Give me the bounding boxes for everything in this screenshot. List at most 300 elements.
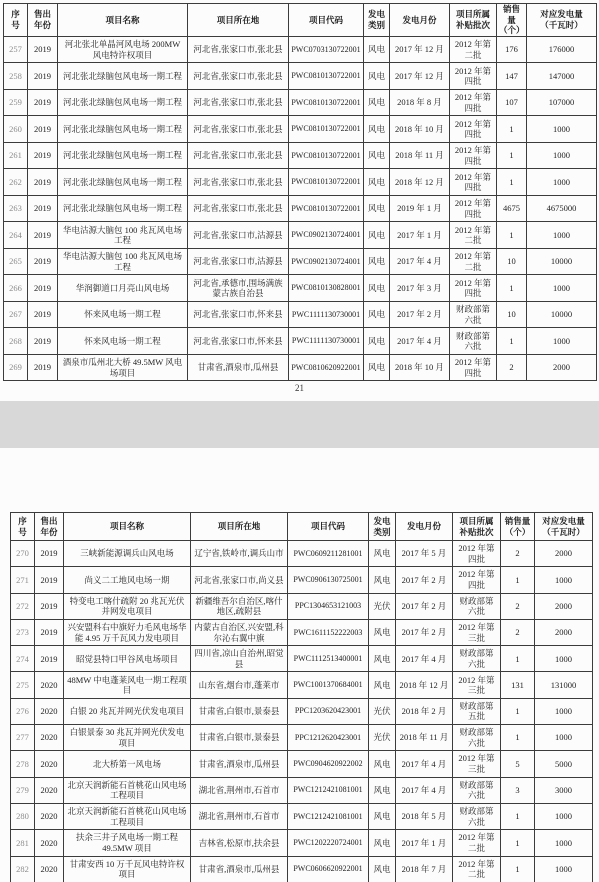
cell-project-location: 河北省,张家口市,张北县 [188, 63, 289, 90]
table-row [11, 751, 593, 777]
cell-project-name: 华电沽源大脑包 100 兆瓦风电场工程 [58, 248, 188, 275]
cell-generation-month: 2018 年 10 月 [390, 354, 450, 381]
cell-sales-volume: 1 [497, 328, 527, 355]
cell-generation-month: 2018 年 2 月 [396, 698, 453, 724]
cell-sales-volume: 2 [501, 593, 535, 619]
cell-project-code: PWC0902130724001 [289, 248, 364, 275]
cell-project-code: PWC0703130722001 [289, 36, 364, 63]
cell-project-code: PWC0810130722001 [289, 63, 364, 90]
cell-project-code: PWC1212421081001 [288, 777, 369, 803]
cell-sale-year: 2019 [35, 593, 64, 619]
cell-sales-volume: 4675 [497, 195, 527, 222]
cell-generation-type: 风电 [369, 777, 396, 803]
table-row [11, 856, 593, 882]
cell-project-name: 河北张北绿脑包风电场一期工程 [58, 63, 188, 90]
table-row [4, 169, 597, 196]
column-header-energy-kwh: 对应发电量（千瓦时） [527, 4, 597, 37]
cell-project-name: 河北张北绿脑包风电场一期工程 [58, 195, 188, 222]
table-header-row [11, 513, 593, 541]
cell-generation-month: 2018 年 11 月 [396, 725, 453, 751]
cell-energy-kwh: 2000 [535, 593, 593, 619]
cell-generation-type: 风电 [364, 116, 390, 143]
cell-serial-number: 265 [4, 248, 28, 275]
cell-project-location: 辽宁省,铁岭市,调兵山市 [191, 541, 288, 567]
table-row [4, 116, 597, 143]
cell-generation-month: 2019 年 1 月 [390, 195, 450, 222]
cell-generation-type: 风电 [369, 672, 396, 698]
cell-subsidy-batch: 财政部第五批 [453, 698, 501, 724]
cell-project-location: 甘肃省,白银市,景泰县 [191, 698, 288, 724]
cell-serial-number: 268 [4, 328, 28, 355]
cell-generation-month: 2017 年 5 月 [396, 541, 453, 567]
cell-project-location: 新疆维吾尔自治区,喀什地区,疏附县 [191, 593, 288, 619]
cell-subsidy-batch: 2012 年第二批 [453, 830, 501, 856]
cell-project-code: PWC0810130828001 [289, 275, 364, 302]
cell-serial-number: 273 [11, 619, 35, 645]
cell-sales-volume: 1 [497, 222, 527, 249]
cell-project-name: 河北张北绿脑包风电场一期工程 [58, 116, 188, 143]
cell-project-location: 河北省,张家口市,张北县 [188, 36, 289, 63]
cell-energy-kwh: 1000 [535, 646, 593, 672]
cell-project-name: 河北张北绿脑包风电场一期工程 [58, 89, 188, 116]
cell-project-name: 怀来风电场一期工程 [58, 328, 188, 355]
cell-generation-month: 2017 年 1 月 [390, 222, 450, 249]
cell-project-code: PWC0810130722001 [289, 142, 364, 169]
cell-generation-type: 风电 [369, 803, 396, 829]
table-row [4, 222, 597, 249]
cell-energy-kwh: 2000 [535, 619, 593, 645]
cell-project-name: 特变电工喀什疏附 20 兆瓦光伏并网发电项目 [64, 593, 191, 619]
cell-project-location: 河北省,张家口市,张北县 [188, 195, 289, 222]
cell-serial-number: 274 [11, 646, 35, 672]
cell-energy-kwh: 10000 [527, 301, 597, 328]
cell-project-location: 甘肃省,酒泉市,瓜州县 [191, 751, 288, 777]
cell-sale-year: 2019 [28, 36, 58, 63]
cell-subsidy-batch: 财政部第六批 [453, 803, 501, 829]
cell-generation-month: 2017 年 4 月 [396, 777, 453, 803]
column-header-subsidy-batch: 项目所属补贴批次 [450, 4, 497, 37]
cell-sales-volume: 2 [501, 541, 535, 567]
cell-sale-year: 2019 [35, 541, 64, 567]
cell-sales-volume: 2 [501, 619, 535, 645]
cell-sales-volume: 1 [497, 275, 527, 302]
cell-generation-month: 2018 年 11 月 [390, 142, 450, 169]
cell-project-name: 48MW 中电蓬莱风电一期工程项目 [64, 672, 191, 698]
cell-generation-type: 风电 [364, 354, 390, 381]
cell-generation-type: 风电 [364, 63, 390, 90]
cell-project-name: 尚义二工地风电场一期 [64, 567, 191, 593]
cell-sales-volume: 1 [501, 725, 535, 751]
cell-energy-kwh: 131000 [535, 672, 593, 698]
cell-project-name: 白银 20 兆瓦并网光伏发电项目 [64, 698, 191, 724]
cell-project-location: 山东省,烟台市,蓬莱市 [191, 672, 288, 698]
cell-subsidy-batch: 财政部第六批 [453, 646, 501, 672]
table-row [4, 36, 597, 63]
cell-generation-month: 2017 年 2 月 [396, 593, 453, 619]
cell-energy-kwh: 1000 [527, 169, 597, 196]
cell-generation-month: 2018 年 8 月 [390, 89, 450, 116]
cell-subsidy-batch: 2012 年第三批 [453, 672, 501, 698]
cell-generation-type: 风电 [364, 301, 390, 328]
cell-generation-month: 2017 年 4 月 [390, 248, 450, 275]
table-row [11, 567, 593, 593]
column-header-energy-kwh: 对应发电量（千瓦时） [535, 513, 593, 541]
cell-project-location: 河北省,承德市,围场满族蒙古族自治县 [188, 275, 289, 302]
cell-subsidy-batch: 2012 年第二批 [450, 36, 497, 63]
column-header-project-location: 项目所在地 [191, 513, 288, 541]
table-row [11, 777, 593, 803]
cell-generation-type: 风电 [369, 646, 396, 672]
cell-subsidy-batch: 2012 年第四批 [450, 116, 497, 143]
sales-table [3, 3, 597, 381]
cell-serial-number: 264 [4, 222, 28, 249]
cell-sale-year: 2019 [28, 195, 58, 222]
cell-sale-year: 2019 [28, 142, 58, 169]
cell-project-location: 河北省,张家口市,怀来县 [188, 328, 289, 355]
column-header-project-code: 项目代码 [289, 4, 364, 37]
cell-subsidy-batch: 财政部第六批 [450, 328, 497, 355]
document-page [0, 448, 599, 882]
cell-energy-kwh: 1000 [527, 275, 597, 302]
cell-project-code: PWC0810130722001 [289, 89, 364, 116]
cell-energy-kwh: 2000 [527, 354, 597, 381]
cell-energy-kwh: 2000 [535, 541, 593, 567]
cell-sale-year: 2019 [28, 222, 58, 249]
table-row [4, 301, 597, 328]
cell-project-code: PWC0810130722001 [289, 169, 364, 196]
cell-sale-year: 2019 [28, 275, 58, 302]
table-row [11, 646, 593, 672]
cell-project-name: 河北张北绿脑包风电场一期工程 [58, 142, 188, 169]
table-row [11, 541, 593, 567]
cell-sales-volume: 1 [497, 116, 527, 143]
cell-sales-volume: 5 [501, 751, 535, 777]
cell-project-location: 河北省,张家口市,怀来县 [188, 301, 289, 328]
cell-generation-type: 风电 [369, 541, 396, 567]
cell-energy-kwh: 1000 [527, 328, 597, 355]
cell-project-location: 湖北省,荆州市,石首市 [191, 803, 288, 829]
cell-subsidy-batch: 2012 年第四批 [450, 169, 497, 196]
cell-subsidy-batch: 2012 年第四批 [450, 142, 497, 169]
cell-project-name: 北京天润新能石首桃花山风电场工程项目 [64, 803, 191, 829]
cell-subsidy-batch: 2012 年第四批 [450, 275, 497, 302]
cell-project-code: PPC1304653121003 [288, 593, 369, 619]
cell-serial-number: 277 [11, 725, 35, 751]
table-row [11, 619, 593, 645]
cell-project-name: 昭觉县特口甲谷风电场项目 [64, 646, 191, 672]
cell-generation-type: 风电 [369, 751, 396, 777]
column-header-serial-number: 序号 [4, 4, 28, 37]
cell-serial-number: 259 [4, 89, 28, 116]
column-header-generation-month: 发电月份 [396, 513, 453, 541]
cell-energy-kwh: 5000 [535, 751, 593, 777]
cell-generation-month: 2018 年 7 月 [396, 856, 453, 882]
cell-project-name: 白银景泰 30 兆瓦并网光伏发电项目 [64, 725, 191, 751]
cell-generation-type: 风电 [364, 169, 390, 196]
cell-generation-month: 2017 年 12 月 [390, 63, 450, 90]
cell-subsidy-batch: 财政部第六批 [453, 725, 501, 751]
table-row [11, 593, 593, 619]
column-header-project-name: 项目名称 [64, 513, 191, 541]
column-header-sale-year: 售出年份 [28, 4, 58, 37]
cell-serial-number: 276 [11, 698, 35, 724]
cell-serial-number: 279 [11, 777, 35, 803]
cell-generation-type: 光伏 [369, 698, 396, 724]
cell-project-name: 北大桥第一风电场 [64, 751, 191, 777]
cell-generation-type: 风电 [364, 89, 390, 116]
cell-generation-month: 2017 年 4 月 [390, 328, 450, 355]
cell-project-code: PWC0810130722001 [289, 195, 364, 222]
cell-project-location: 河北省,张家口市,张北县 [188, 116, 289, 143]
column-header-generation-type: 发电类别 [364, 4, 390, 37]
cell-energy-kwh: 1000 [535, 567, 593, 593]
cell-project-code: PWC1611152222003 [288, 619, 369, 645]
cell-sale-year: 2019 [28, 89, 58, 116]
table-row [11, 803, 593, 829]
cell-generation-type: 光伏 [369, 725, 396, 751]
cell-sale-year: 2020 [35, 830, 64, 856]
cell-project-name: 兴安盟科右中旗好力毛风电场华能 4.95 万千瓦风力发电项目 [64, 619, 191, 645]
cell-generation-type: 风电 [364, 328, 390, 355]
cell-sales-volume: 107 [497, 89, 527, 116]
cell-subsidy-batch: 2012 年第三批 [453, 751, 501, 777]
cell-subsidy-batch: 2012 年第三批 [453, 619, 501, 645]
cell-generation-month: 2017 年 4 月 [396, 751, 453, 777]
cell-project-code: PWC1111130730001 [289, 301, 364, 328]
cell-subsidy-batch: 2012 年第二批 [450, 248, 497, 275]
cell-sales-volume: 131 [501, 672, 535, 698]
cell-sales-volume: 1 [501, 803, 535, 829]
cell-subsidy-batch: 2012 年第四批 [450, 89, 497, 116]
table-row [4, 89, 597, 116]
cell-sale-year: 2019 [28, 328, 58, 355]
cell-sales-volume: 1 [501, 646, 535, 672]
column-header-subsidy-batch: 项目所属补贴批次 [453, 513, 501, 541]
cell-sale-year: 2019 [28, 354, 58, 381]
cell-generation-type: 风电 [364, 36, 390, 63]
table-row [4, 328, 597, 355]
cell-project-code: PWC1001370684001 [288, 672, 369, 698]
cell-sale-year: 2019 [28, 63, 58, 90]
cell-energy-kwh: 1000 [535, 725, 593, 751]
cell-project-location: 甘肃省,白银市,景泰县 [191, 725, 288, 751]
cell-sales-volume: 1 [501, 830, 535, 856]
cell-subsidy-batch: 2012 年第二批 [450, 222, 497, 249]
cell-project-code: PPC1212620423001 [288, 725, 369, 751]
cell-sales-volume: 10 [497, 301, 527, 328]
cell-generation-month: 2018 年 5 月 [396, 803, 453, 829]
cell-generation-month: 2017 年 1 月 [396, 830, 453, 856]
cell-project-code: PWC0906130725001 [288, 567, 369, 593]
cell-sale-year: 2019 [35, 619, 64, 645]
table-row [11, 698, 593, 724]
cell-project-code: PWC0810130722001 [289, 116, 364, 143]
cell-project-location: 内蒙古自治区,兴安盟,科尔沁右翼中旗 [191, 619, 288, 645]
cell-generation-month: 2018 年 12 月 [396, 672, 453, 698]
cell-subsidy-batch: 财政部第六批 [453, 777, 501, 803]
cell-subsidy-batch: 财政部第六批 [450, 301, 497, 328]
cell-generation-month: 2017 年 2 月 [390, 301, 450, 328]
column-header-project-code: 项目代码 [288, 513, 369, 541]
cell-sale-year: 2020 [35, 856, 64, 882]
cell-project-name: 华润御道口月亮山风电场 [58, 275, 188, 302]
cell-sale-year: 2020 [35, 751, 64, 777]
table-row [11, 672, 593, 698]
cell-sales-volume: 1 [497, 169, 527, 196]
cell-sale-year: 2020 [35, 725, 64, 751]
cell-generation-type: 风电 [369, 619, 396, 645]
cell-project-name: 华电沽源大脑包 100 兆瓦风电场工程 [58, 222, 188, 249]
cell-project-location: 河北省,张家口市,张北县 [188, 169, 289, 196]
cell-project-location: 河北省,张家口市,沽源县 [188, 222, 289, 249]
cell-project-location: 吉林省,松原市,扶余县 [191, 830, 288, 856]
cell-subsidy-batch: 2012 年第四批 [450, 63, 497, 90]
cell-subsidy-batch: 2012 年第四批 [453, 541, 501, 567]
cell-energy-kwh: 1000 [527, 222, 597, 249]
cell-project-name: 三峡新能源调兵山风电场 [64, 541, 191, 567]
cell-energy-kwh: 10000 [527, 248, 597, 275]
table-row [4, 354, 597, 381]
cell-generation-type: 风电 [369, 830, 396, 856]
cell-sale-year: 2020 [35, 803, 64, 829]
cell-sale-year: 2019 [28, 301, 58, 328]
cell-serial-number: 257 [4, 36, 28, 63]
cell-serial-number: 262 [4, 169, 28, 196]
table-row [4, 248, 597, 275]
cell-sales-volume: 147 [497, 63, 527, 90]
cell-sales-volume: 176 [497, 36, 527, 63]
cell-project-location: 甘肃省,酒泉市,瓜州县 [188, 354, 289, 381]
cell-energy-kwh: 1000 [527, 142, 597, 169]
document-page [0, 0, 599, 401]
cell-subsidy-batch: 2012 年第四批 [450, 354, 497, 381]
cell-sales-volume: 1 [497, 142, 527, 169]
table-row [4, 63, 597, 90]
cell-energy-kwh: 1000 [535, 830, 593, 856]
cell-sale-year: 2020 [35, 698, 64, 724]
cell-project-location: 河北省,张家口市,尚义县 [191, 567, 288, 593]
cell-project-name: 河北张北绿脑包风电场一期工程 [58, 169, 188, 196]
cell-serial-number: 282 [11, 856, 35, 882]
cell-project-name: 扶余三井子风电场一期工程 49.5MW 项目 [64, 830, 191, 856]
cell-serial-number: 281 [11, 830, 35, 856]
cell-subsidy-batch: 2012 年第二批 [453, 856, 501, 882]
cell-energy-kwh: 1000 [535, 698, 593, 724]
cell-sale-year: 2019 [28, 248, 58, 275]
cell-energy-kwh: 4675000 [527, 195, 597, 222]
cell-project-code: PWC0609211281001 [288, 541, 369, 567]
cell-serial-number: 269 [4, 354, 28, 381]
cell-subsidy-batch: 财政部第六批 [453, 593, 501, 619]
cell-serial-number: 271 [11, 567, 35, 593]
cell-generation-month: 2017 年 12 月 [390, 36, 450, 63]
page-number: 21 [295, 383, 304, 393]
cell-serial-number: 275 [11, 672, 35, 698]
cell-sale-year: 2019 [28, 116, 58, 143]
cell-generation-type: 风电 [364, 248, 390, 275]
column-header-sale-year: 售出年份 [35, 513, 64, 541]
cell-project-code: PWC0606620922001 [288, 856, 369, 882]
column-header-sales-volume: 销售量（个） [497, 4, 527, 37]
cell-generation-month: 2017 年 2 月 [396, 567, 453, 593]
cell-subsidy-batch: 2012 年第四批 [453, 567, 501, 593]
table-row [11, 830, 593, 856]
cell-serial-number: 263 [4, 195, 28, 222]
cell-sale-year: 2020 [35, 777, 64, 803]
table-row [11, 725, 593, 751]
cell-serial-number: 260 [4, 116, 28, 143]
cell-energy-kwh: 1000 [535, 803, 593, 829]
cell-sales-volume: 10 [497, 248, 527, 275]
cell-generation-type: 风电 [364, 275, 390, 302]
cell-generation-type: 风电 [364, 142, 390, 169]
cell-sales-volume: 1 [501, 567, 535, 593]
cell-energy-kwh: 3000 [535, 777, 593, 803]
cell-serial-number: 270 [11, 541, 35, 567]
cell-sales-volume: 1 [501, 698, 535, 724]
column-header-sales-volume: 销售量（个） [501, 513, 535, 541]
cell-project-name: 河北张北单晶河风电场 200MW 风电特许权项目 [58, 36, 188, 63]
cell-project-code: PWC1212421081001 [288, 803, 369, 829]
cell-project-code: PWC0810620922001 [289, 354, 364, 381]
cell-energy-kwh: 1000 [527, 116, 597, 143]
cell-project-name: 怀来风电场一期工程 [58, 301, 188, 328]
cell-project-code: PWC1111130730001 [289, 328, 364, 355]
table-row [4, 195, 597, 222]
cell-energy-kwh: 1000 [535, 856, 593, 882]
sales-table [10, 512, 593, 882]
cell-project-location: 四川省,凉山自治州,昭觉县 [191, 646, 288, 672]
cell-serial-number: 258 [4, 63, 28, 90]
cell-serial-number: 278 [11, 751, 35, 777]
cell-generation-month: 2018 年 12 月 [390, 169, 450, 196]
cell-generation-month: 2017 年 2 月 [396, 619, 453, 645]
cell-project-name: 北京天润新能石首桃花山风电场工程项目 [64, 777, 191, 803]
column-header-generation-month: 发电月份 [390, 4, 450, 37]
column-header-project-location: 项目所在地 [188, 4, 289, 37]
cell-sales-volume: 3 [501, 777, 535, 803]
cell-serial-number: 266 [4, 275, 28, 302]
cell-generation-type: 风电 [364, 195, 390, 222]
cell-project-code: PPC1203620423001 [288, 698, 369, 724]
cell-project-location: 湖北省,荆州市,石首市 [191, 777, 288, 803]
cell-generation-month: 2017 年 4 月 [396, 646, 453, 672]
cell-project-code: PWC1112513400001 [288, 646, 369, 672]
cell-energy-kwh: 176000 [527, 36, 597, 63]
cell-project-code: PWC1202220724001 [288, 830, 369, 856]
cell-project-name: 酒泉市瓜州北大桥 49.5MW 风电场项目 [58, 354, 188, 381]
cell-generation-month: 2018 年 10 月 [390, 116, 450, 143]
cell-generation-month: 2017 年 3 月 [390, 275, 450, 302]
cell-generation-type: 风电 [369, 567, 396, 593]
cell-energy-kwh: 107000 [527, 89, 597, 116]
cell-sale-year: 2019 [35, 646, 64, 672]
cell-generation-type: 风电 [364, 222, 390, 249]
cell-subsidy-batch: 2012 年第四批 [450, 195, 497, 222]
table-row [4, 275, 597, 302]
cell-project-name: 甘肃安西 10 万千瓦风电特许权项目 [64, 856, 191, 882]
cell-energy-kwh: 147000 [527, 63, 597, 90]
cell-serial-number: 280 [11, 803, 35, 829]
column-header-generation-type: 发电类别 [369, 513, 396, 541]
cell-generation-type: 风电 [369, 856, 396, 882]
cell-project-location: 河北省,张家口市,张北县 [188, 89, 289, 116]
column-header-project-name: 项目名称 [58, 4, 188, 37]
cell-project-code: PWC0904620922002 [288, 751, 369, 777]
table-row [4, 142, 597, 169]
cell-sale-year: 2019 [35, 567, 64, 593]
table-header-row [4, 4, 597, 37]
